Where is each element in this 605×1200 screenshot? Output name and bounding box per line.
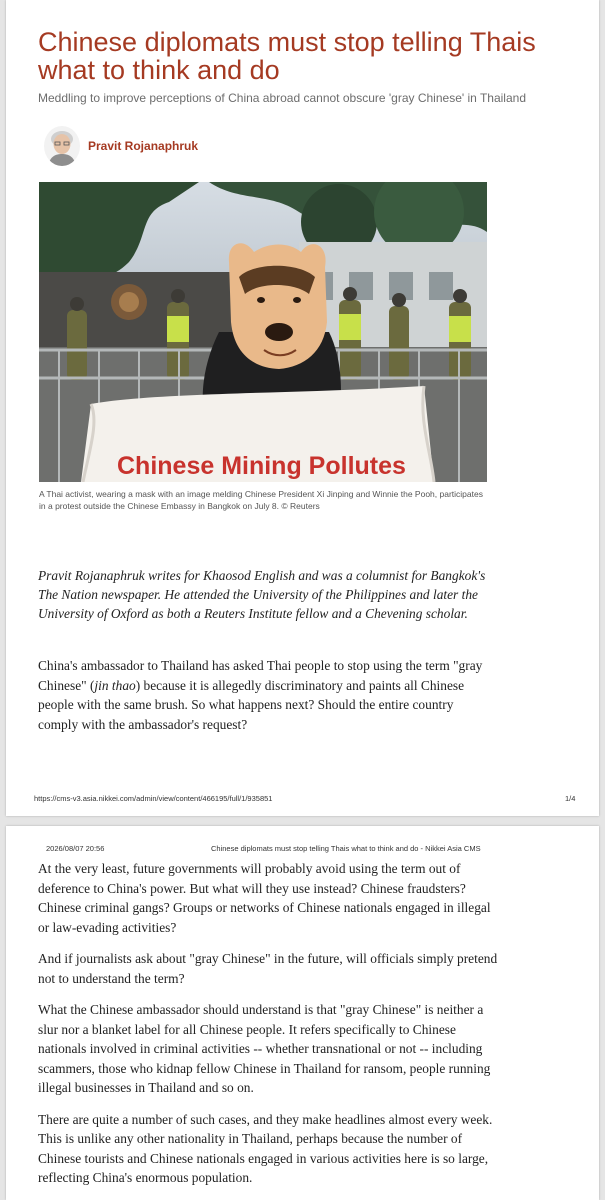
page-number: 1/4 [565, 794, 576, 803]
body-paragraph: There are quite a number of such cases, and they make headlines almost every week. This is unlike any other nationality in Thailand, perhaps because the number of Chinese tourists and Chinese nationals engaged in various activities here is so large, reflecting China's enormous population. [38, 1111, 493, 1185]
italic-term: jin thao [94, 677, 136, 693]
photo-caption: A Thai activist, wearing a mask with an image melding Chinese President Xi Jinping and Winnie the Pooh, participates in a protest outside the Chinese Embassy in Bangkok on July 8. © Reuters [39, 489, 483, 511]
page-footer-url: https://cms-v3.asia.nikkei.com/admin/view/content/466195/full/1/935851 [34, 794, 273, 803]
article-body [38, 859, 500, 1200]
body-paragraph [38, 656, 493, 734]
pdf-page-1 [6, 0, 599, 816]
article-title: Chinese diplomats must stop telling Thais what to think and do [38, 27, 536, 85]
page-header-title: Chinese diplomats must stop telling Thais what to think and do - Nikkei Asia CMS [211, 844, 481, 853]
body-paragraph: At the very least, future governments will probably avoid using the term out of deference to China's power. But what will they use instead? Chinese fraudsters? Chinese criminal gangs? Groups or networks of Chinese nationals engaged in illegal or law-evading activities? [38, 861, 491, 935]
banner-text: Chinese Mining Pollutes [117, 452, 406, 480]
author-portrait-icon [44, 126, 80, 166]
article-subtitle: Meddling to improve perceptions of China abroad cannot obscure 'gray Chinese' in Thailand [38, 91, 526, 105]
pdf-page-2 [6, 826, 599, 1200]
paragraph-text: ) because it is allegedly discriminatory and paints all Chinese people with the same brush. So what happens next? Should the entire country comply with the ambassador's request? [38, 677, 465, 732]
body-paragraph: What the Chinese ambassador should understand is that "gray Chinese" is neither a slur nor a blanket label for all Chinese people. It refers specifically to Chinese nationals involved in criminal activities -- whether transnational or not -- including scammers, those who kidnap fellow Chinese in Thailand for ransom, people running illegal businesses in Thailand and so on. [38, 1002, 491, 1095]
article-photo [39, 182, 487, 482]
author-bio: Pravit Rojanaphruk writes for Khaosod English and was a columnist for Bangkok's The Nation newspaper. He attended the University of the Philippines and later the University of Oxford as both a Reuters Institute fellow and a Chevening scholar. [38, 568, 486, 621]
author-avatar [44, 126, 80, 166]
protest-photo [39, 182, 487, 482]
paragraph-text: China's ambassador to Thailand has asked Thai people to stop using the term "gray Chinese" ( [38, 658, 483, 693]
page-header-date: 2026/08/07 20:56 [46, 844, 105, 853]
author-name[interactable]: Pravit Rojanaphruk [88, 139, 199, 153]
body-paragraph: And if journalists ask about "gray Chinese" in the future, will officials simply pretend not to understand the term? [38, 951, 498, 986]
